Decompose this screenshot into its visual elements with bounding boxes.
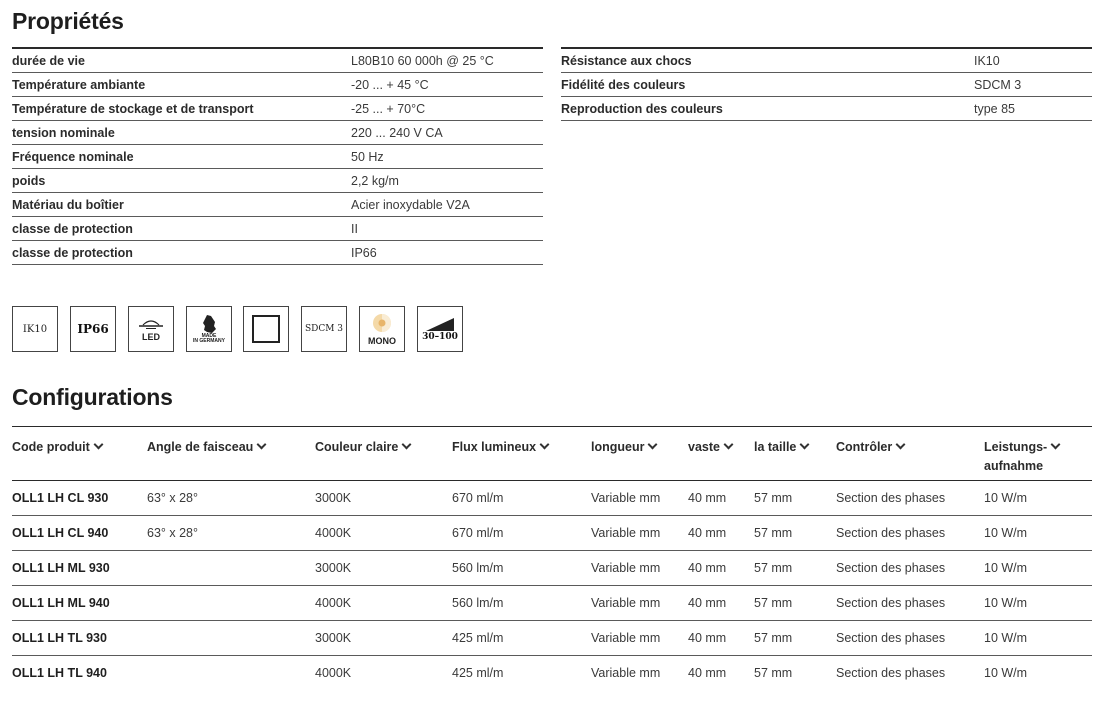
chevron-down-icon bbox=[896, 440, 906, 450]
cell-code: OLL1 LH ML 930 bbox=[12, 561, 110, 575]
cell-control: Section des phases bbox=[836, 631, 946, 645]
header-control[interactable]: Contrôler bbox=[836, 438, 904, 457]
property-label: classe de protection bbox=[12, 246, 133, 260]
property-value: II bbox=[351, 222, 358, 236]
property-row bbox=[561, 73, 1092, 97]
cell-width: 40 mm bbox=[688, 561, 727, 575]
ip66-badge-label: IP66 bbox=[77, 322, 109, 336]
cell-control: Section des phases bbox=[836, 526, 946, 540]
chevron-down-icon bbox=[93, 440, 103, 450]
cell-flux: 425 ml/m bbox=[452, 666, 504, 680]
ip66-badge-icon bbox=[70, 306, 116, 352]
dimming-badge-label: 30–100 bbox=[422, 332, 458, 342]
property-row bbox=[12, 97, 543, 121]
cell-size: 57 mm bbox=[754, 666, 793, 680]
property-label: Température ambiante bbox=[12, 78, 146, 92]
property-value: type 85 bbox=[974, 102, 1016, 116]
property-value: 220 ... 240 V CA bbox=[351, 126, 443, 140]
property-value: Acier inoxydable V2A bbox=[351, 198, 470, 212]
cell-power: 10 W/m bbox=[984, 526, 1028, 540]
header-power[interactable]: Leistungs- aufnahme bbox=[984, 438, 1059, 476]
property-row bbox=[12, 121, 543, 145]
header-light-color[interactable]: Couleur claire bbox=[315, 438, 410, 457]
cell-length: Variable mm bbox=[591, 596, 661, 610]
cell-beam: 63° x 28° bbox=[147, 491, 199, 505]
sdcm-badge-icon bbox=[301, 306, 347, 352]
cell-width: 40 mm bbox=[688, 491, 727, 505]
cell-width: 40 mm bbox=[688, 631, 727, 645]
table-row[interactable] bbox=[12, 656, 1092, 691]
made-line-2: IN GERMANY bbox=[193, 338, 225, 344]
property-value: -20 ... + 45 °C bbox=[351, 78, 429, 92]
chevron-down-icon bbox=[257, 440, 267, 450]
property-row bbox=[12, 73, 543, 97]
cell-length: Variable mm bbox=[591, 561, 661, 575]
table-row[interactable] bbox=[12, 551, 1092, 586]
led-lamp-icon bbox=[136, 316, 166, 330]
property-value: L80B10 60 000h @ 25 °C bbox=[351, 54, 494, 68]
cell-size: 57 mm bbox=[754, 631, 793, 645]
property-value: 2,2 kg/m bbox=[351, 174, 399, 188]
cell-power: 10 W/m bbox=[984, 596, 1028, 610]
cell-code: OLL1 LH ML 940 bbox=[12, 596, 110, 610]
properties-table-right bbox=[561, 47, 1092, 121]
property-row bbox=[12, 193, 543, 217]
header-beam-angle[interactable]: Angle de faisceau bbox=[147, 438, 265, 457]
led-badge-label: LED bbox=[142, 332, 160, 342]
cell-length: Variable mm bbox=[591, 666, 661, 680]
properties-title: Propriétés bbox=[12, 8, 124, 34]
configurations-table bbox=[12, 426, 1092, 691]
cell-size: 57 mm bbox=[754, 596, 793, 610]
mono-badge-icon bbox=[359, 306, 405, 352]
property-row bbox=[12, 169, 543, 193]
cell-size: 57 mm bbox=[754, 491, 793, 505]
cell-power: 10 W/m bbox=[984, 491, 1028, 505]
header-size[interactable]: la taille bbox=[754, 438, 808, 457]
table-row[interactable] bbox=[12, 481, 1092, 516]
cell-power: 10 W/m bbox=[984, 666, 1028, 680]
frame-badge-icon bbox=[243, 306, 289, 352]
header-width[interactable]: vaste bbox=[688, 438, 732, 457]
property-label: Fidélité des couleurs bbox=[561, 78, 686, 92]
dimming-wedge-icon bbox=[424, 316, 456, 332]
cell-width: 40 mm bbox=[688, 526, 727, 540]
made-in-germany-badge-icon bbox=[186, 306, 232, 352]
cell-beam: 63° x 28° bbox=[147, 526, 199, 540]
cell-width: 40 mm bbox=[688, 596, 727, 610]
cell-color: 3000K bbox=[315, 631, 352, 645]
cell-control: Section des phases bbox=[836, 666, 946, 680]
cell-color: 4000K bbox=[315, 596, 352, 610]
cell-control: Section des phases bbox=[836, 596, 946, 610]
chevron-down-icon bbox=[1051, 440, 1061, 450]
mono-badge-label: MONO bbox=[368, 336, 396, 346]
color-circle-icon bbox=[371, 312, 393, 334]
properties-table-left bbox=[12, 47, 543, 265]
cell-power: 10 W/m bbox=[984, 561, 1028, 575]
chevron-down-icon bbox=[724, 440, 734, 450]
property-label: Matériau du boîtier bbox=[12, 198, 124, 212]
table-row[interactable] bbox=[12, 621, 1092, 656]
chevron-down-icon bbox=[648, 440, 658, 450]
property-value: IK10 bbox=[974, 54, 1000, 68]
cell-length: Variable mm bbox=[591, 526, 661, 540]
cell-flux: 425 ml/m bbox=[452, 631, 504, 645]
cell-length: Variable mm bbox=[591, 491, 661, 505]
cell-flux: 670 ml/m bbox=[452, 526, 504, 540]
ik10-badge-icon bbox=[12, 306, 58, 352]
property-row bbox=[561, 49, 1092, 73]
cell-width: 40 mm bbox=[688, 666, 727, 680]
property-value: -25 ... + 70°C bbox=[351, 102, 426, 116]
table-row[interactable] bbox=[12, 516, 1092, 551]
cell-flux: 670 ml/m bbox=[452, 491, 504, 505]
cell-color: 3000K bbox=[315, 561, 352, 575]
property-label: tension nominale bbox=[12, 126, 115, 140]
property-row bbox=[12, 145, 543, 169]
ik10-badge-label: IK10 bbox=[22, 323, 48, 335]
chevron-down-icon bbox=[800, 440, 810, 450]
property-row bbox=[12, 241, 543, 265]
cell-color: 4000K bbox=[315, 666, 352, 680]
configurations-header-row bbox=[12, 427, 1092, 481]
chevron-down-icon bbox=[402, 440, 412, 450]
property-value: IP66 bbox=[351, 246, 377, 260]
property-row bbox=[12, 217, 543, 241]
chevron-down-icon bbox=[540, 440, 550, 450]
cell-control: Section des phases bbox=[836, 561, 946, 575]
header-luminous-flux[interactable]: Flux lumineux bbox=[452, 438, 548, 457]
property-label: Reproduction des couleurs bbox=[561, 102, 723, 116]
property-row bbox=[12, 49, 543, 73]
cell-code: OLL1 LH CL 940 bbox=[12, 526, 109, 540]
header-length[interactable]: longueur bbox=[591, 438, 656, 457]
property-value: 50 Hz bbox=[351, 150, 384, 164]
dimming-badge-icon bbox=[417, 306, 463, 352]
cell-code: OLL1 LH TL 940 bbox=[12, 666, 107, 680]
property-label: Fréquence nominale bbox=[12, 150, 134, 164]
germany-map-icon bbox=[201, 314, 217, 334]
property-label: classe de protection bbox=[12, 222, 133, 236]
property-label: poids bbox=[12, 174, 46, 188]
cell-size: 57 mm bbox=[754, 526, 793, 540]
property-value: SDCM 3 bbox=[974, 78, 1022, 92]
made-line-1: MADE bbox=[201, 333, 217, 339]
cell-flux: 560 lm/m bbox=[452, 596, 504, 610]
cell-code: OLL1 LH TL 930 bbox=[12, 631, 107, 645]
cell-power: 10 W/m bbox=[984, 631, 1028, 645]
cell-flux: 560 lm/m bbox=[452, 561, 504, 575]
property-label: durée de vie bbox=[12, 54, 85, 68]
header-code[interactable]: Code produit bbox=[12, 438, 102, 457]
cell-length: Variable mm bbox=[591, 631, 661, 645]
property-row bbox=[561, 97, 1092, 121]
cell-color: 3000K bbox=[315, 491, 352, 505]
cell-size: 57 mm bbox=[754, 561, 793, 575]
sdcm-badge-label: SDCM 3 bbox=[304, 324, 344, 334]
led-badge-icon bbox=[128, 306, 174, 352]
property-label: Température de stockage et de transport bbox=[12, 102, 254, 116]
table-row[interactable] bbox=[12, 586, 1092, 621]
cell-code: OLL1 LH CL 930 bbox=[12, 491, 109, 505]
property-label: Résistance aux chocs bbox=[561, 54, 692, 68]
cell-control: Section des phases bbox=[836, 491, 946, 505]
cell-color: 4000K bbox=[315, 526, 352, 540]
configurations-title: Configurations bbox=[12, 384, 173, 410]
